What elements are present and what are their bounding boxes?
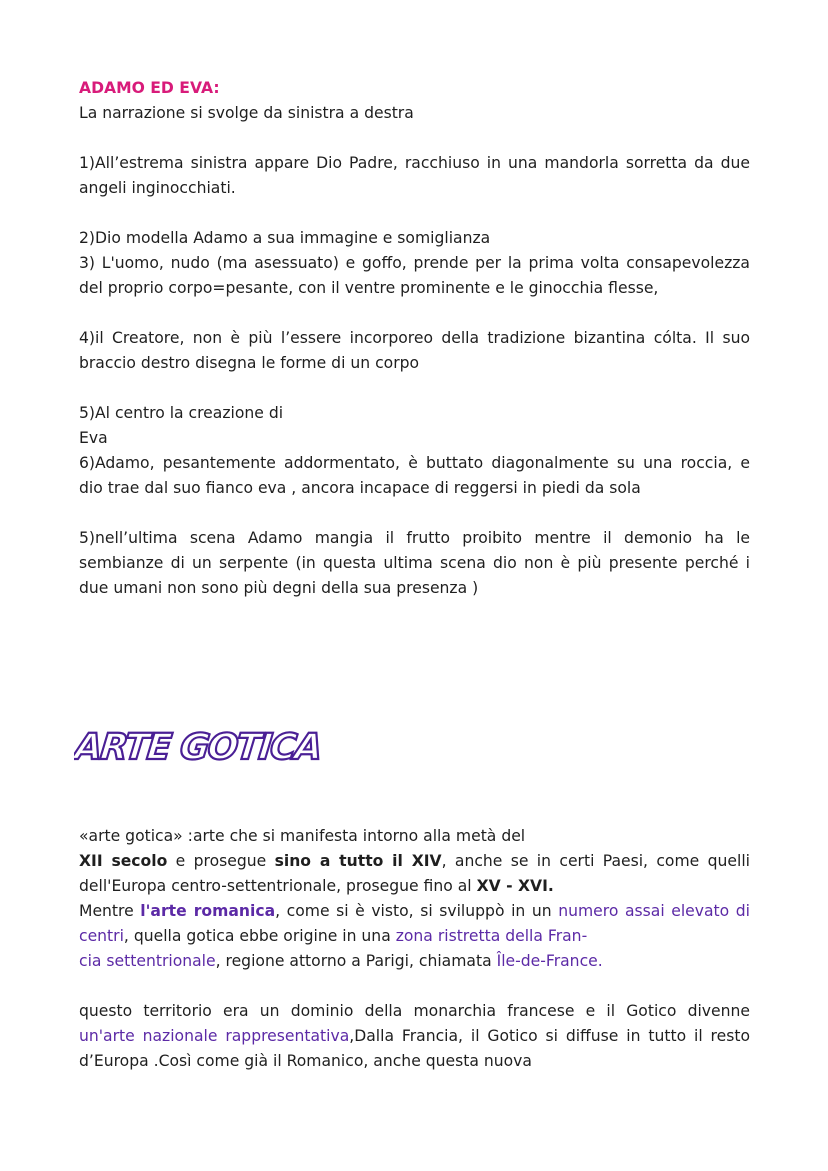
- highlight-text: cia settentrionale: [79, 952, 216, 970]
- paragraph-line: [79, 899, 750, 924]
- highlight-text: numero assai elevato di: [558, 902, 750, 920]
- paragraph-line: Eva: [79, 429, 108, 447]
- paragraph-line: 6)Adamo, pesantemente addormentato, è buttato diagonalmente su una roccia, e: [79, 454, 750, 472]
- section-arte-gotica: [79, 824, 750, 1074]
- bold-text: XV - XVI.: [476, 877, 554, 895]
- paragraph-line: 4)il Creatore, non è più l’essere incorporeo della tradizione bizantina cólta. Il suo: [79, 329, 750, 347]
- paragraph-line: del proprio corpo=pesante, con il ventre prominente e le ginocchia flesse,: [79, 279, 659, 297]
- text-run: Mentre: [79, 902, 141, 920]
- paragraph-line: sembianze di un serpente (in questa ultima scena dio non è più presente perché i: [79, 554, 750, 572]
- text-run: ,Dalla Francia, il Gotico si diffuse in tutto il resto: [349, 1027, 750, 1045]
- highlight-text: centri: [79, 927, 124, 945]
- paragraph-line: dio trae dal suo fianco eva , ancora incapace di reggersi in piedi da sola: [79, 479, 641, 497]
- paragraph-line: questo territorio era un dominio della monarchia francese e il Gotico divenne: [79, 1002, 750, 1020]
- paragraph-line: due umani non sono più degni della sua presenza ): [79, 579, 479, 597]
- paragraph-line: d’Europa .Così come già il Romanico, anche questa nuova: [79, 1052, 532, 1070]
- paragraph-line: 1)All’estrema sinistra appare Dio Padre, racchiuso in una mandorla sorretta da due: [79, 154, 750, 172]
- paragraph-line: 2)Dio modella Adamo a sua immagine e somiglianza: [79, 229, 491, 247]
- text-run: dell'Europa centro-settentrionale, prosegue fino al: [79, 877, 477, 895]
- highlight-text: l'arte romanica: [140, 902, 276, 920]
- highlight-text: zona ristretta della Fran-: [395, 927, 588, 945]
- bold-text: XII secolo: [79, 852, 168, 870]
- section-adamo-eva: [79, 76, 750, 601]
- paragraph-line: [79, 1024, 750, 1049]
- text-run: , come si è visto, si sviluppò in un: [275, 902, 559, 920]
- paragraph-line: angeli inginocchiati.: [79, 179, 236, 197]
- text-run: e prosegue: [167, 852, 275, 870]
- title-svg: [74, 715, 374, 775]
- intro-line: La narrazione si svolge da sinistra a destra: [79, 104, 414, 122]
- paragraph-line: [79, 949, 750, 974]
- section-heading: ADAMO ED EVA:: [79, 79, 220, 97]
- paragraph-line: [79, 924, 750, 949]
- text-run: , regione attorno a Parigi, chiamata: [215, 952, 497, 970]
- handwritten-title: [74, 715, 374, 775]
- paragraph-line: 3) L'uomo, nudo (ma asessuato) e goffo, prende per la prima volta consapevolezza: [79, 254, 750, 272]
- bold-text: sino a tutto il XIV: [274, 852, 442, 870]
- highlight-text: Île-de-France.: [496, 952, 603, 970]
- text-run: , quella gotica ebbe origine in una: [123, 927, 396, 945]
- paragraph-line: «arte gotica» :arte che si manifesta intorno alla metà del: [79, 827, 526, 845]
- paragraph-line: 5)nell’ultima scena Adamo mangia il frutto proibito mentre il demonio ha le: [79, 529, 750, 547]
- paragraph-line: 5)Al centro la creazione di: [79, 404, 284, 422]
- paragraph-line: [79, 849, 750, 874]
- title-text: ARTE GOTICA: [74, 726, 323, 768]
- text-run: , anche se in certi Paesi, come quelli: [441, 852, 750, 870]
- paragraph-line: braccio destro disegna le forme di un corpo: [79, 354, 420, 372]
- highlight-text: un'arte nazionale rappresentativa: [79, 1027, 350, 1045]
- paragraph-line: [79, 874, 750, 899]
